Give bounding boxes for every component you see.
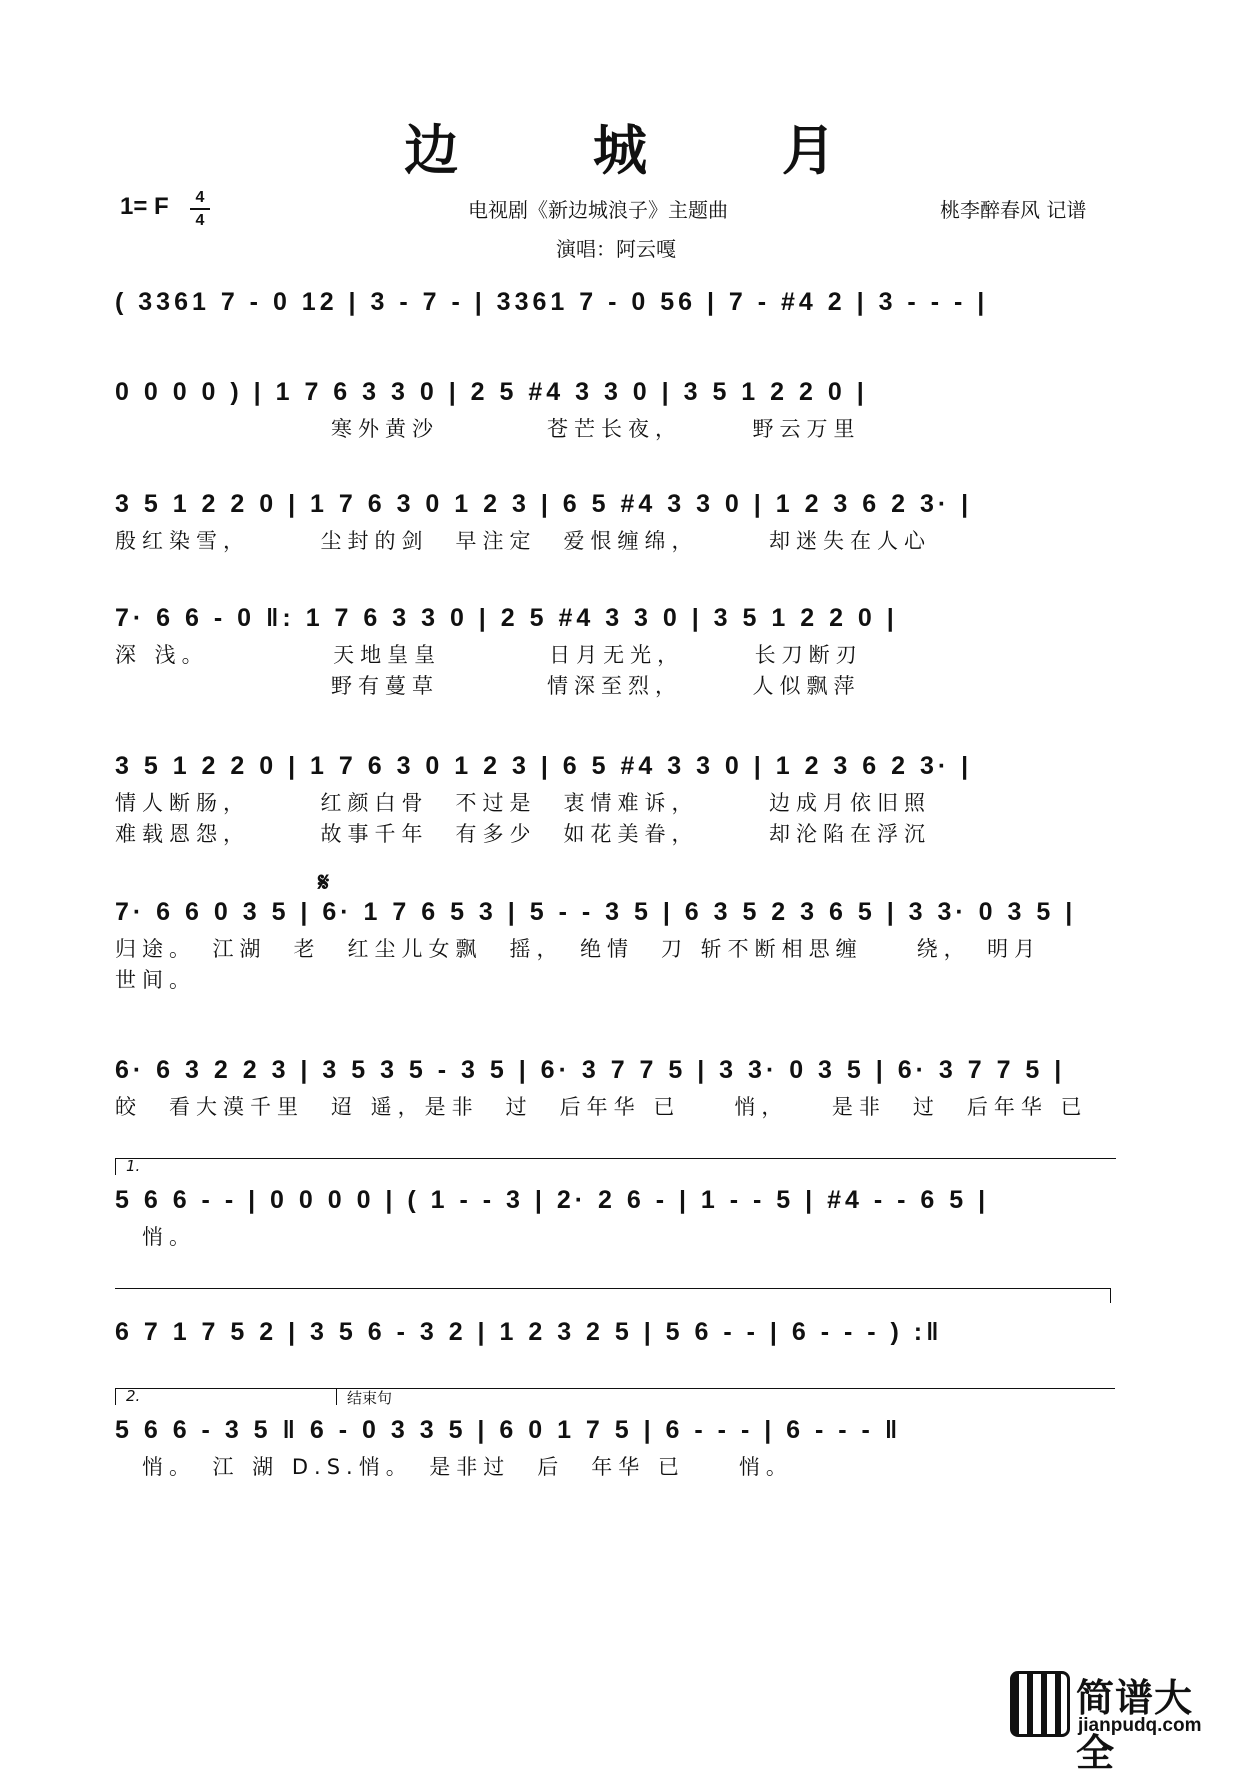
repeat-bracket [115, 1288, 1111, 1303]
logo-url: jianpudq.com [1078, 1715, 1202, 1736]
song-title: 边 城 月 [404, 118, 894, 182]
lyric-row: 悄。 江 湖 D.S.悄。 是非过 后 年华 已 悄。 [115, 1455, 793, 1479]
notation-row: 3 5 1 2 2 0 | 1 7 6 3 0 1 2 3 | 6 5 #4 3 3 0 | 1 2 3 6 2 3· | [115, 752, 973, 780]
notation-row: ( 3361 7 - 0 12 | 3 - 7 - | 3361 7 - 0 56 | 7 - #4 2 | 3 - - - | [115, 288, 989, 316]
lyric-row: 归途。 江湖 老 红尘儿女飘 摇， 绝情 刀 斩不断相思缠 绕， 明月 [115, 937, 1042, 961]
lyric-row: 寒外黄沙 苍芒长夜， 野云万里 [115, 417, 861, 441]
volta-label: 1. [126, 1157, 141, 1175]
lyric-row: 皎 看大漠千里 迢 遥，是非 过 后年华 已 悄， 是非 过 后年华 已 [115, 1095, 1088, 1119]
second-ending-bracket [115, 1388, 336, 1405]
meter-bottom: 4 [195, 212, 205, 229]
volta-label: 2. [126, 1387, 141, 1405]
coda-bracket [336, 1388, 1115, 1405]
transcriber-credit: 桃李醉春风 记谱 [940, 198, 1087, 222]
site-logo [1010, 1665, 1225, 1775]
notation-row: 3 5 1 2 2 0 | 1 7 6 3 0 1 2 3 | 6 5 #4 3 3 0 | 1 2 3 6 2 3· | [115, 490, 973, 518]
notation-row: 6· 6 3 2 2 3 | 3 5 3 5 - 3 5 | 6· 3 7 7 5 | 3 3· 0 3 5 | 6· 3 7 7 5 | [115, 1056, 1066, 1084]
lyric-row: 世间。 [115, 968, 196, 992]
singer-credit: 演唱：阿云嘎 [556, 237, 676, 261]
lyric-row: 野有蔓草 情深至烈， 人似飘萍 [115, 674, 861, 698]
segno-sign: 𝄋 [318, 868, 330, 898]
lyric-row: 难载恩怨， 故事千年 有多少 如花美眷， 却沦陷在浮沉 [115, 822, 931, 846]
notation-row: 0 0 0 0 ) | 1 7 6 3 3 0 | 2 5 #4 3 3 0 | 3 5 1 2 2 0 | [115, 378, 868, 406]
notation-row: 6 7 1 7 5 2 | 3 5 6 - 3 2 | 1 2 3 2 5 | 5 6 - - | 6 - - - ) :‖ [115, 1318, 943, 1346]
lyric-row: 殷红染雪， 尘封的剑 早注定 爱恨缠绵， 却迷失在人心 [115, 529, 931, 553]
time-signature [190, 188, 210, 230]
subtitle: 电视剧《新边城浪子》主题曲 [468, 198, 728, 222]
coda-label: 结束句 [347, 1389, 393, 1407]
logo-text: 简谱大全 [1076, 1676, 1194, 1775]
lyric-row: 深 浅。 天地皇皇 日月无光， 长刀断刃 [115, 643, 863, 667]
first-ending-bracket [115, 1158, 1116, 1175]
key-signature: 1= F [120, 193, 169, 220]
lyric-row: 悄。 [115, 1225, 196, 1249]
notation-row: 7· 6 6 0 3 5 | 6· 1 7 6 5 3 | 5 - - 3 5 | 6 3 5 2 3 6 5 | 3 3· 0 3 5 | [115, 898, 1077, 926]
meter-top: 4 [195, 189, 205, 206]
notation-row: 5 6 6 - 3 5 ‖ 6 - 0 3 3 5 | 6 0 1 7 5 | 6 - - - | 6 - - - ‖ [115, 1416, 902, 1444]
notation-row: 7· 6 6 - 0 ‖: 1 7 6 3 3 0 | 2 5 #4 3 3 0 | 3 5 1 2 2 0 | [115, 604, 898, 632]
piano-keys-icon [1010, 1671, 1070, 1737]
lyric-row: 情人断肠， 红颜白骨 不过是 衷情难诉， 边成月依旧照 [115, 791, 931, 815]
notation-row: 5 6 6 - - | 0 0 0 0 | ( 1 - - 3 | 2· 2 6 - | 1 - - 5 | #4 - - 6 5 | [115, 1186, 990, 1214]
